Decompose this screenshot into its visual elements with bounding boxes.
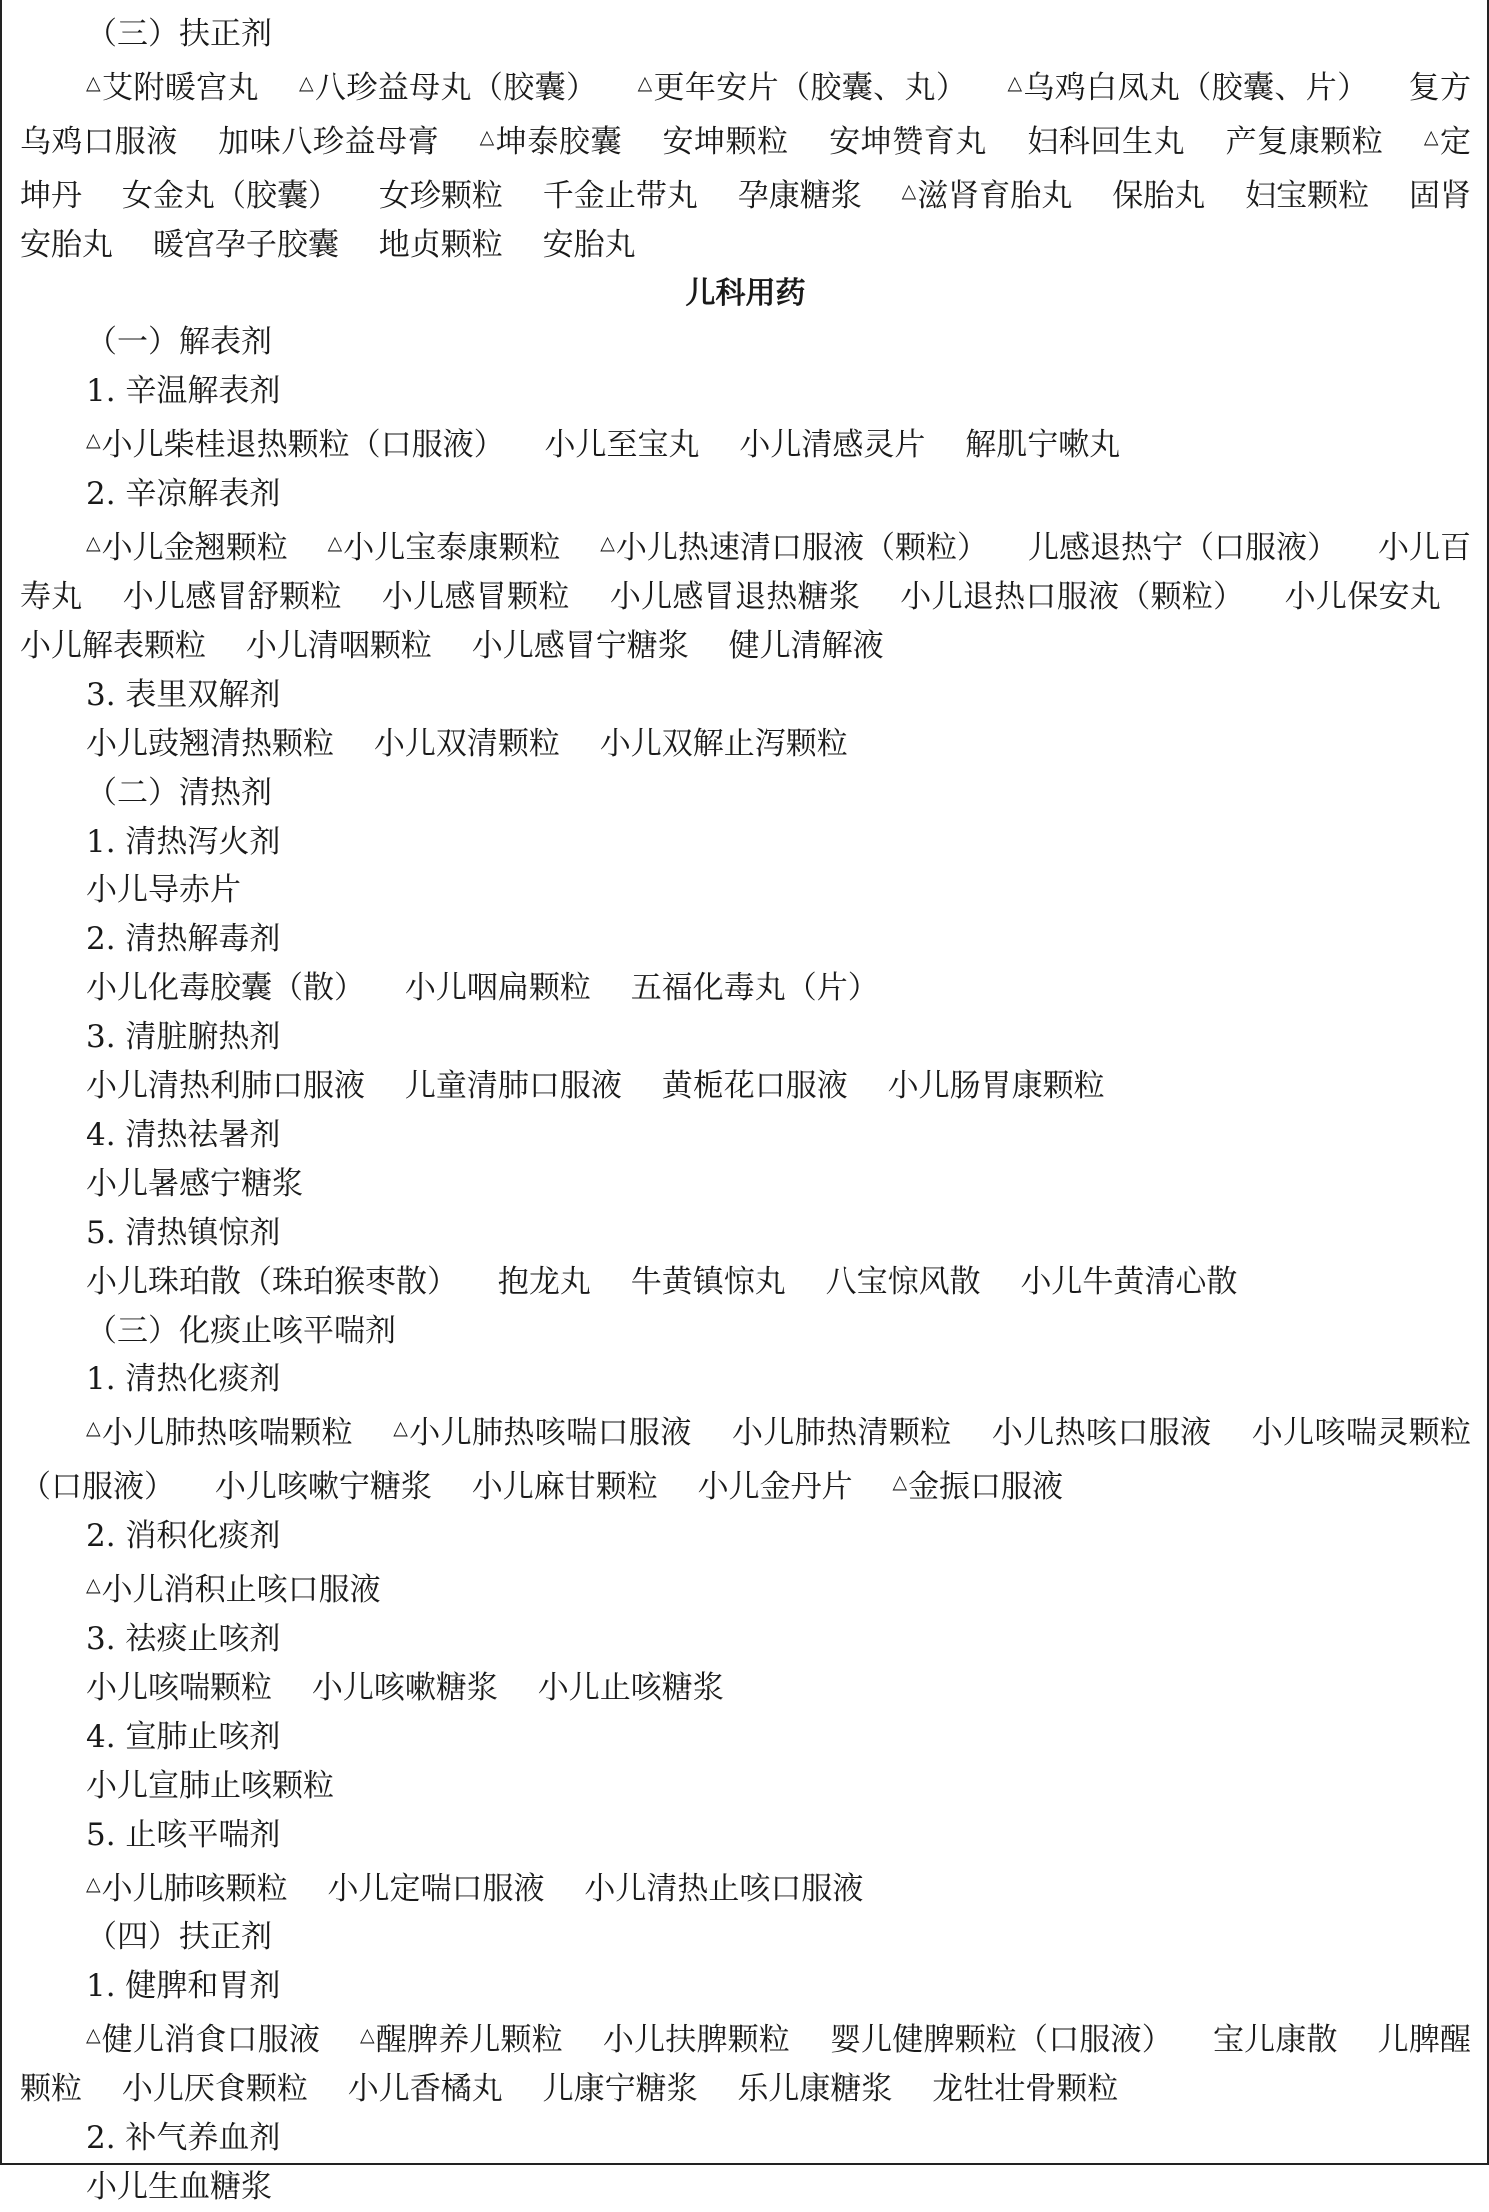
drug-item bbox=[86, 1670, 272, 1706]
drug-name: 小儿豉翘清热颗粒 bbox=[86, 725, 334, 762]
drug-name: 儿感退热宁（口服液） bbox=[1027, 530, 1339, 567]
drug-name: 小儿清热止咳口服液 bbox=[584, 1870, 864, 1907]
drug-name: 小儿感冒舒颗粒 bbox=[122, 578, 342, 615]
drug-name: 暖宫孕子胶囊 bbox=[152, 226, 339, 263]
drug-name: 小儿化毒胶囊（散） bbox=[86, 970, 365, 1007]
drug-item bbox=[1112, 178, 1205, 214]
drug-name: 八珍益母丸（胶囊） bbox=[315, 69, 598, 106]
drug-item bbox=[86, 1768, 334, 1804]
drug-item bbox=[86, 2169, 272, 2205]
category-heading: （三）化痰止咳平喘剂 bbox=[86, 1312, 396, 1349]
drug-name: 小儿热咳口服液 bbox=[991, 1415, 1212, 1452]
drug-item bbox=[215, 1469, 432, 1505]
drug-item bbox=[299, 70, 597, 106]
drug-name: 地贞颗粒 bbox=[378, 226, 503, 263]
drug-item bbox=[544, 427, 699, 463]
drug-item bbox=[122, 2071, 308, 2107]
drug-item bbox=[610, 579, 860, 615]
drug-name: 婴儿健脾颗粒（口服液） bbox=[830, 2022, 1173, 2059]
drug-item bbox=[312, 1670, 498, 1706]
drug-name: 孕康糖浆 bbox=[737, 177, 862, 214]
drug-list bbox=[20, 866, 1471, 915]
category-heading: 2. 消积化痰剂 bbox=[86, 1518, 281, 1555]
triangle-mark-icon: △ bbox=[892, 1471, 908, 1494]
drug-name: 小儿止咳糖浆 bbox=[537, 1669, 724, 1706]
drug-item bbox=[698, 1469, 853, 1505]
drug-name: 儿康宁糖浆 bbox=[542, 2071, 698, 2108]
drug-item bbox=[1213, 2022, 1338, 2058]
drug-item bbox=[86, 726, 334, 762]
drug-name: 小儿双解止泻颗粒 bbox=[599, 725, 848, 762]
drug-name: 小儿厌食颗粒 bbox=[121, 2071, 308, 2108]
drug-name: 小儿金丹片 bbox=[697, 1469, 853, 1506]
drug-item bbox=[472, 628, 689, 664]
drug-item bbox=[932, 2071, 1118, 2107]
drug-item bbox=[902, 178, 1073, 214]
drug-item bbox=[1226, 124, 1384, 160]
drug-name: 小儿退热口服液（颗粒） bbox=[900, 578, 1245, 615]
drug-item bbox=[584, 1871, 863, 1907]
drug-name: 定坤丹 bbox=[20, 123, 1472, 214]
triangle-mark-icon: △ bbox=[86, 532, 101, 555]
drug-name: 小儿至宝丸 bbox=[544, 427, 700, 464]
drug-name: 小儿清咽颗粒 bbox=[245, 627, 432, 664]
triangle-mark-icon: △ bbox=[327, 532, 343, 555]
drug-list bbox=[20, 2163, 1471, 2212]
document-content bbox=[20, 0, 1471, 2212]
drug-name: 抱龙丸 bbox=[497, 1263, 591, 1300]
triangle-mark-icon: △ bbox=[86, 2024, 101, 2047]
drug-name: 女珍颗粒 bbox=[378, 177, 503, 214]
drug-list bbox=[20, 964, 1471, 1013]
drug-item bbox=[1245, 178, 1369, 214]
drug-name: 儿童清肺口服液 bbox=[404, 1068, 622, 1105]
category-heading: 5. 清热镇惊剂 bbox=[86, 1214, 281, 1251]
triangle-mark-icon: △ bbox=[86, 1574, 101, 1597]
drug-item bbox=[543, 178, 698, 214]
drug-name: 八宝惊风散 bbox=[825, 1263, 981, 1300]
drug-item bbox=[1027, 124, 1185, 160]
drug-name: 千金止带丸 bbox=[542, 177, 698, 214]
triangle-mark-icon: △ bbox=[901, 179, 917, 202]
drug-item bbox=[86, 70, 259, 106]
drug-list bbox=[20, 416, 1471, 470]
drug-name: 小儿咳喘灵颗粒（口服液） bbox=[20, 1415, 1471, 1506]
drug-item bbox=[393, 1415, 691, 1451]
drug-name: 小儿肺热咳喘颗粒 bbox=[102, 1415, 354, 1452]
drug-list bbox=[20, 519, 1471, 671]
drug-name: 小儿清热利肺口服液 bbox=[86, 1068, 365, 1105]
drug-name: 小儿热速清口服液（颗粒） bbox=[615, 530, 989, 567]
drug-name: 小儿清感灵片 bbox=[739, 427, 926, 464]
drug-name: 黄栀花口服液 bbox=[661, 1068, 848, 1105]
drug-name: 小儿金翘颗粒 bbox=[101, 530, 288, 567]
drug-list bbox=[20, 1762, 1471, 1811]
category-heading: 2. 辛凉解表剂 bbox=[86, 476, 281, 513]
drug-item bbox=[1020, 1264, 1237, 1300]
category-heading: 2. 清热解毒剂 bbox=[86, 921, 281, 958]
drug-name: 安胎丸 bbox=[542, 226, 636, 263]
drug-item bbox=[826, 1264, 981, 1300]
drug-item bbox=[638, 70, 968, 106]
drug-list bbox=[20, 2011, 1471, 2114]
drug-name: 小儿肺咳颗粒 bbox=[101, 1870, 288, 1907]
drug-item bbox=[86, 1871, 288, 1907]
drug-name: 小儿咳喘颗粒 bbox=[86, 1669, 272, 1706]
drug-item bbox=[86, 530, 288, 566]
drug-name: 小儿肠胃康颗粒 bbox=[887, 1068, 1105, 1105]
drug-name: 五福化毒丸（片） bbox=[630, 970, 879, 1007]
drug-item bbox=[600, 530, 988, 566]
triangle-mark-icon: △ bbox=[86, 71, 101, 94]
drug-item bbox=[631, 970, 879, 1006]
category-heading: （四）扶正剂 bbox=[86, 1919, 272, 1956]
drug-item bbox=[1285, 579, 1441, 615]
drug-name: 龙牡壮骨颗粒 bbox=[932, 2071, 1119, 2108]
drug-name: 加味八珍益母膏 bbox=[218, 123, 440, 160]
drug-item bbox=[123, 579, 342, 615]
drug-item bbox=[829, 124, 987, 160]
category-heading: （三）扶正剂 bbox=[86, 16, 272, 52]
category-heading: 3. 祛痰止咳剂 bbox=[86, 1621, 281, 1657]
drug-item bbox=[1028, 530, 1338, 566]
drug-name: 小儿感冒颗粒 bbox=[381, 578, 570, 615]
drug-item bbox=[1007, 70, 1368, 106]
drug-item bbox=[543, 227, 636, 263]
triangle-mark-icon: △ bbox=[360, 2024, 375, 2047]
drug-list bbox=[20, 1258, 1471, 1307]
drug-item bbox=[732, 1415, 952, 1451]
drug-item bbox=[737, 2071, 892, 2107]
drug-item bbox=[662, 124, 788, 160]
drug-name: 艾附暖宫丸 bbox=[101, 69, 259, 106]
drug-item bbox=[888, 1068, 1105, 1104]
drug-item bbox=[328, 530, 561, 566]
drug-name: 女金丸（胶囊） bbox=[121, 177, 339, 214]
drug-item bbox=[600, 726, 848, 762]
category-heading: 5. 止咳平喘剂 bbox=[86, 1816, 281, 1853]
category-heading: （一）解表剂 bbox=[86, 324, 272, 361]
drug-name: 小儿香橘丸 bbox=[347, 2071, 503, 2108]
drug-name: 小儿柴桂退热颗粒（口服液） bbox=[101, 427, 505, 464]
drug-name: 小儿肺热咳喘口服液 bbox=[409, 1415, 692, 1452]
category-heading: 4. 清热祛暑剂 bbox=[86, 1116, 281, 1153]
drug-item bbox=[662, 1068, 848, 1104]
drug-item bbox=[86, 1572, 381, 1608]
drug-name: 小儿解表颗粒 bbox=[20, 627, 206, 664]
drug-name: 更年安片（胶囊、丸） bbox=[653, 69, 968, 106]
drug-name: 妇宝颗粒 bbox=[1245, 177, 1370, 214]
drug-item bbox=[830, 2022, 1173, 2058]
drug-name: 小儿牛黄清心散 bbox=[1020, 1263, 1238, 1300]
drug-item bbox=[86, 2022, 320, 2058]
drug-item bbox=[86, 427, 505, 463]
drug-item bbox=[327, 1871, 544, 1907]
drug-list bbox=[20, 720, 1471, 769]
drug-name: 小儿珠珀散（珠珀猴枣散） bbox=[86, 1263, 458, 1300]
drug-name: 小儿定喘口服液 bbox=[327, 1870, 545, 1907]
triangle-mark-icon: △ bbox=[86, 1872, 101, 1895]
drug-item bbox=[246, 628, 432, 664]
drug-name: 小儿保安丸 bbox=[1284, 578, 1442, 615]
drug-item bbox=[631, 1264, 786, 1300]
drug-name: 小儿感冒宁糖浆 bbox=[471, 627, 689, 664]
category-heading: 3. 表里双解剂 bbox=[86, 676, 281, 713]
drug-name: 保胎丸 bbox=[1112, 177, 1206, 214]
drug-item bbox=[543, 2071, 698, 2107]
drug-name: 小儿宣肺止咳颗粒 bbox=[86, 1767, 334, 1804]
category-heading: 1. 健脾和胃剂 bbox=[86, 1968, 281, 2005]
drug-item bbox=[900, 579, 1244, 615]
drug-list bbox=[20, 1404, 1471, 1512]
drug-name: 滋肾育胎丸 bbox=[917, 177, 1073, 214]
drug-name: 小儿咳嗽宁糖浆 bbox=[214, 1469, 432, 1506]
triangle-mark-icon: △ bbox=[86, 429, 101, 452]
drug-name: 小儿暑感宁糖浆 bbox=[86, 1165, 303, 1202]
drug-name: 小儿麻甘颗粒 bbox=[471, 1469, 658, 1506]
triangle-mark-icon: △ bbox=[637, 71, 653, 94]
drug-item bbox=[379, 178, 503, 214]
drug-name: 坤泰胶囊 bbox=[495, 123, 623, 160]
triangle-mark-icon: △ bbox=[299, 71, 315, 94]
drug-list bbox=[20, 59, 1471, 270]
drug-list bbox=[20, 1062, 1471, 1111]
drug-name: 产复康颗粒 bbox=[1225, 123, 1384, 160]
drug-name: 小儿百寿丸 bbox=[20, 530, 1471, 615]
drug-item bbox=[86, 872, 241, 908]
drug-name: 小儿双清颗粒 bbox=[373, 725, 560, 762]
drug-item bbox=[739, 427, 925, 463]
drug-item bbox=[405, 970, 591, 1006]
category-heading: 4. 宣肺止咳剂 bbox=[86, 1718, 281, 1755]
category-heading: 1. 清热泻火剂 bbox=[86, 823, 281, 860]
category-heading: 1. 清热化痰剂 bbox=[86, 1361, 281, 1398]
drug-name: 小儿宝泰康颗粒 bbox=[343, 530, 561, 567]
category-heading: 3. 清脏腑热剂 bbox=[86, 1019, 281, 1056]
drug-item bbox=[892, 1469, 1063, 1505]
drug-name: 小儿感冒退热糖浆 bbox=[609, 578, 861, 615]
section-heading: 儿科用药 bbox=[685, 275, 806, 311]
drug-item bbox=[360, 2022, 563, 2058]
drug-name: 乌鸡白凤丸（胶囊、片） bbox=[1023, 69, 1369, 106]
drug-item bbox=[480, 124, 622, 160]
category-heading: 1. 辛温解表剂 bbox=[86, 373, 281, 410]
drug-item bbox=[153, 227, 339, 263]
drug-name: 安坤赞育丸 bbox=[829, 123, 987, 160]
drug-list bbox=[20, 1664, 1471, 1713]
drug-list bbox=[20, 1160, 1471, 1209]
drug-item bbox=[379, 227, 503, 263]
drug-item bbox=[348, 2071, 503, 2107]
drug-item bbox=[218, 124, 439, 160]
drug-item bbox=[472, 1469, 658, 1505]
drug-name: 儿脾醒颗粒 bbox=[20, 2022, 1472, 2108]
drug-list bbox=[20, 1860, 1471, 1914]
drug-item bbox=[965, 427, 1120, 463]
drug-item bbox=[86, 1166, 303, 1202]
drug-name: 解肌宁嗽丸 bbox=[965, 427, 1121, 464]
drug-item bbox=[382, 579, 570, 615]
drug-name: 健儿消食口服液 bbox=[101, 2022, 321, 2059]
drug-name: 乐儿康糖浆 bbox=[737, 2071, 893, 2108]
drug-name: 小儿咳嗽糖浆 bbox=[311, 1669, 498, 1706]
triangle-mark-icon: △ bbox=[393, 1417, 409, 1440]
drug-name: 宝儿康散 bbox=[1212, 2022, 1338, 2059]
drug-name: 安坤颗粒 bbox=[662, 123, 789, 160]
drug-item bbox=[603, 2022, 790, 2058]
drug-item bbox=[122, 178, 339, 214]
drug-item bbox=[538, 1670, 724, 1706]
drug-item bbox=[405, 1068, 622, 1104]
triangle-mark-icon: △ bbox=[479, 125, 495, 148]
triangle-mark-icon: △ bbox=[1423, 125, 1440, 148]
triangle-mark-icon: △ bbox=[1007, 71, 1023, 94]
drug-name: 小儿导赤片 bbox=[86, 872, 241, 909]
drug-name: 小儿生血糖浆 bbox=[86, 2168, 272, 2205]
drug-name: 固肾安胎丸 bbox=[20, 177, 1472, 263]
drug-item bbox=[86, 1068, 365, 1104]
drug-item bbox=[992, 1415, 1212, 1451]
drug-name: 小儿消积止咳口服液 bbox=[101, 1572, 381, 1609]
drug-name: 复方乌鸡口服液 bbox=[20, 69, 1472, 160]
drug-item bbox=[498, 1264, 591, 1300]
drug-item bbox=[729, 628, 884, 664]
drug-item bbox=[86, 970, 365, 1006]
drug-name: 健儿清解液 bbox=[728, 627, 884, 664]
drug-name: 牛黄镇惊丸 bbox=[630, 1263, 786, 1300]
triangle-mark-icon: △ bbox=[600, 532, 615, 555]
drug-item bbox=[738, 178, 862, 214]
triangle-mark-icon: △ bbox=[86, 1417, 101, 1440]
drug-item bbox=[86, 1415, 353, 1451]
drug-name: 妇科回生丸 bbox=[1027, 123, 1186, 160]
drug-item bbox=[374, 726, 560, 762]
drug-name: 金振口服液 bbox=[908, 1469, 1064, 1506]
drug-item bbox=[86, 1264, 458, 1300]
category-heading: 2. 补气养血剂 bbox=[86, 2120, 281, 2157]
drug-name: 醒脾养儿颗粒 bbox=[375, 2022, 563, 2059]
drug-list bbox=[20, 1561, 1471, 1615]
drug-name: 小儿咽扁颗粒 bbox=[404, 970, 591, 1007]
drug-name: 小儿扶脾颗粒 bbox=[602, 2022, 790, 2059]
drug-item bbox=[20, 628, 206, 664]
drug-name: 小儿肺热清颗粒 bbox=[731, 1415, 952, 1452]
category-heading: （二）清热剂 bbox=[86, 774, 272, 811]
